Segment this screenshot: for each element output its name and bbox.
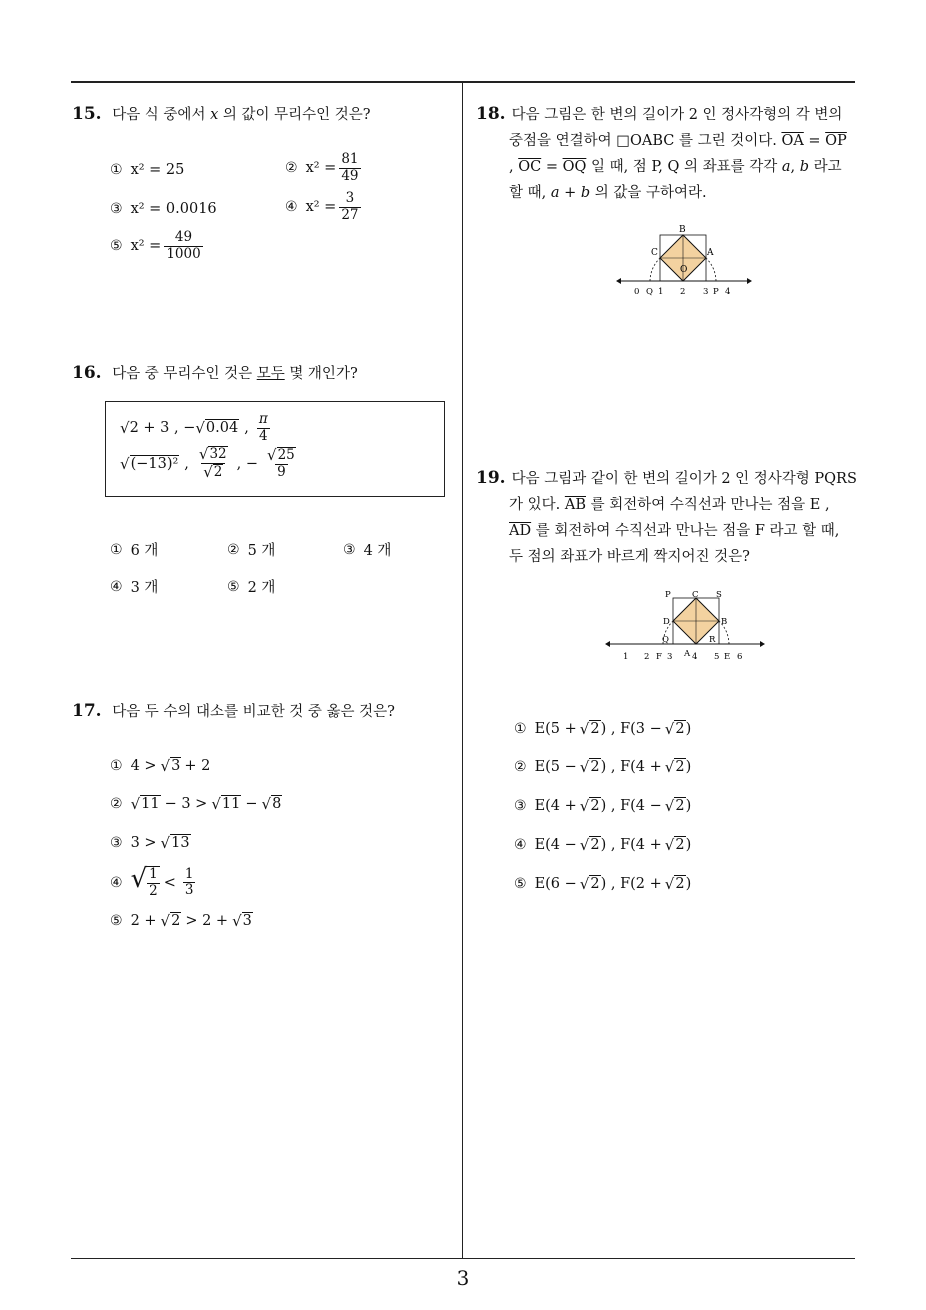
- radicand: 13: [171, 835, 190, 851]
- radicand: (−13)²: [130, 455, 179, 472]
- q19-figure: [603, 586, 768, 666]
- question-15-stem: [72, 101, 371, 128]
- radicand: 11: [221, 796, 241, 812]
- option-mark: ④: [110, 578, 123, 595]
- tick-label: 4: [725, 287, 731, 297]
- radicand: 2: [213, 464, 223, 481]
- arrow-left-icon: [616, 278, 621, 284]
- sqrt: √ 2: [664, 758, 685, 776]
- segment-label: $\overline{OQ}$: [562, 159, 587, 175]
- denominator: 1000: [166, 245, 201, 262]
- numerator: 3: [345, 190, 355, 206]
- tick-label: 1: [658, 287, 664, 297]
- box-text: ,: [184, 455, 189, 472]
- numerator: π: [258, 411, 268, 427]
- denominator: √ 2: [201, 463, 225, 481]
- option-text: 2 +: [130, 913, 157, 929]
- stem-text: =: [545, 159, 558, 175]
- stem-text: 의 값이 무리수인 것은?: [222, 107, 371, 123]
- stem-line-3: [476, 518, 861, 544]
- option-mark: ①: [514, 721, 527, 737]
- sqrt: √ 2: [664, 797, 685, 815]
- stem-text: 중점을 연결하여 □OABC 를 그린 것이다.: [509, 133, 777, 149]
- option-text: ): [685, 798, 692, 814]
- stem-text: 두 점의 좌표가 바르게 짝지어진 것은?: [509, 549, 750, 565]
- sqrt: √ 8: [261, 795, 282, 813]
- stem-line-3: , $\overline{OC} = \overline{OQ}$ 일 때, 점 P, Q 의 좌표를 각각 a, b 라고: [509, 159, 842, 175]
- option-text: 4 >: [130, 758, 157, 774]
- question-number: 15.: [72, 104, 102, 124]
- stem-line-1: [476, 101, 861, 128]
- fraction: [257, 412, 270, 444]
- stem-line-2: [476, 128, 861, 154]
- stem-text: 가 있다.: [509, 497, 561, 513]
- stem-text: 를 회전하여 수직선과 만나는 점을 E ,: [590, 497, 830, 513]
- radicand: 2: [590, 837, 600, 853]
- segment-label: $\overline{AB}$: [564, 497, 586, 513]
- option-mark: ①: [110, 162, 123, 178]
- stem-text: 다음 식 중에서: [112, 107, 206, 123]
- arrow-left-icon: [605, 641, 610, 647]
- q19-option-4[interactable]: [514, 836, 691, 854]
- expression: a + b: [550, 185, 591, 201]
- q17-option-4[interactable]: [110, 866, 198, 899]
- point-label: C: [651, 248, 658, 258]
- question-number: 19.: [476, 468, 506, 488]
- option-text: 4 개: [363, 543, 392, 559]
- option-mark: ⑤: [110, 913, 123, 929]
- point-label: Q: [662, 635, 669, 645]
- fraction: [183, 867, 196, 899]
- sqrt: √: [120, 419, 130, 438]
- q19-option-1[interactable]: [514, 720, 691, 738]
- stem-line-2: [476, 492, 861, 518]
- sqrt: √ (−13)²: [120, 454, 179, 473]
- variable: a: [781, 159, 791, 175]
- numerator: 1: [184, 865, 194, 882]
- option-text: ): [685, 759, 692, 775]
- sqrt: √ 13: [160, 834, 190, 852]
- option-text: x² =: [130, 238, 162, 255]
- tick-label: 0: [634, 287, 640, 297]
- tick-label: 5: [714, 652, 720, 662]
- option-text: E(5 +: [534, 721, 577, 737]
- bottom-rule: [71, 1258, 855, 1259]
- option-text: ) , F(4 +: [600, 759, 662, 775]
- variable: x: [210, 107, 219, 123]
- sqrt: √ 2: [579, 875, 600, 893]
- stem-text: 몇 개인가?: [289, 366, 358, 382]
- option-mark: ②: [227, 541, 240, 558]
- sqrt: √ 2: [579, 836, 600, 854]
- sqrt: √ 3: [160, 757, 181, 775]
- arrow-right-icon: [760, 641, 765, 647]
- q19-option-3[interactable]: [514, 797, 691, 815]
- q17-option-5[interactable]: [110, 912, 253, 930]
- stem-text: 할 때,: [509, 185, 547, 201]
- tick-label: Q: [646, 287, 653, 297]
- radicand: 2: [590, 876, 600, 892]
- denominator: 49: [341, 167, 359, 184]
- point-label: A: [684, 649, 691, 659]
- option-mark: ⑤: [110, 238, 123, 255]
- box-row-2: [120, 446, 301, 482]
- point-label: C: [692, 590, 699, 600]
- denominator: 4: [258, 427, 268, 444]
- question-19-stem: [476, 465, 861, 570]
- tick-label: 1: [623, 652, 629, 662]
- option-mark: ①: [110, 758, 123, 774]
- radicand: 3: [242, 913, 252, 929]
- tick-label: E: [724, 652, 731, 662]
- option-text: ) , F(4 −: [600, 798, 662, 814]
- point-label: D: [663, 617, 670, 627]
- option-text: x² = 25: [130, 162, 185, 178]
- option-text: ) , F(4 +: [600, 837, 662, 853]
- option-mark: ③: [343, 541, 356, 558]
- fraction: [164, 230, 202, 262]
- option-text: x² =: [305, 160, 337, 177]
- q19-option-2[interactable]: [514, 758, 691, 776]
- option-text: − 3 >: [164, 796, 208, 812]
- sqrt: √ 11: [130, 795, 160, 813]
- question-17-stem: [72, 698, 395, 725]
- option-text: −: [245, 796, 258, 812]
- stem-text: 의 값을 구하여라.: [594, 185, 707, 201]
- q19-option-5[interactable]: [514, 875, 691, 893]
- option-mark: ⑤: [514, 876, 527, 892]
- point-label: P: [665, 590, 671, 600]
- sqrt: √ $\frac{1}{2}$: [130, 864, 158, 899]
- point-label: A: [707, 248, 714, 258]
- option-mark: ⑤: [227, 578, 240, 595]
- sqrt: √ 2: [579, 797, 600, 815]
- tick-label: P: [713, 287, 719, 297]
- q16-option-5[interactable]: [227, 576, 275, 597]
- option-text: + 2: [184, 758, 211, 774]
- box-row-1: [120, 412, 273, 444]
- option-text: ) , F(3 −: [600, 721, 662, 737]
- option-mark: ③: [514, 798, 527, 814]
- point-label: S: [716, 590, 722, 600]
- top-rule: [71, 81, 855, 83]
- radicand: 2: [675, 759, 685, 775]
- radicand: 2: [590, 798, 600, 814]
- numerator: 81: [341, 151, 359, 167]
- radicand: 3: [171, 758, 181, 774]
- option-text: E(5 −: [534, 759, 577, 775]
- q16-option-4[interactable]: [110, 576, 158, 597]
- radicand: 2: [675, 798, 685, 814]
- sqrt: √ 2: [579, 758, 600, 776]
- variable: b: [799, 159, 809, 175]
- option-mark: ③: [110, 201, 123, 217]
- radicand: 32: [209, 446, 227, 462]
- radicand: 0.04: [205, 420, 239, 437]
- q18-figure: [614, 220, 754, 302]
- radicand: 2: [590, 759, 600, 775]
- radicand: 25: [277, 446, 295, 463]
- option-text: 2 개: [247, 580, 276, 596]
- numerator: 1: [149, 866, 158, 882]
- numerator: √ 25: [267, 445, 295, 464]
- stem-line-4: [476, 180, 861, 206]
- option-text: 3 개: [130, 580, 159, 596]
- option-text: ): [685, 837, 692, 853]
- option-text: 5 개: [247, 543, 276, 559]
- stem-text: 를 회전하여 수직선과 만나는 점을 F 라고 할 때,: [535, 523, 840, 539]
- sqrt: √ 2: [664, 836, 685, 854]
- stem-line-4: [476, 544, 861, 570]
- option-mark: ②: [285, 160, 298, 177]
- box-text: , −: [236, 455, 259, 472]
- denominator: 27: [341, 206, 359, 223]
- stem-text: ,: [509, 159, 514, 175]
- number-set-box: [105, 401, 445, 497]
- page-number: 3: [456, 1266, 470, 1290]
- option-text: ): [685, 876, 692, 892]
- sqrt: √ 2: [664, 720, 685, 738]
- numerator: √ 32: [198, 445, 227, 463]
- point-label: B: [679, 225, 686, 235]
- option-text: E(6 −: [534, 876, 577, 892]
- radicand: 8: [272, 796, 282, 812]
- sqrt: √ 11: [211, 795, 241, 813]
- fraction: [265, 447, 298, 481]
- stem-line-1: [476, 465, 861, 492]
- option-text: <: [163, 874, 176, 891]
- arrow-right-icon: [747, 278, 752, 284]
- q17-option-2[interactable]: [110, 795, 282, 813]
- stem-text: 라고: [813, 159, 842, 175]
- option-mark: ④: [285, 199, 298, 216]
- tick-label: 2: [680, 287, 686, 297]
- option-mark: ③: [110, 835, 123, 851]
- sqrt: √ 2: [160, 912, 181, 930]
- stem-text: 다음 두 수의 대소를 비교한 것 중 옳은 것은?: [112, 704, 395, 720]
- option-text: E(4 −: [534, 837, 577, 853]
- question-number: 16.: [72, 363, 102, 383]
- q17-option-1[interactable]: [110, 757, 210, 775]
- option-text: 6 개: [130, 543, 159, 559]
- radicand: 2: [590, 721, 600, 737]
- stem-text: 다음 그림과 같이 한 변의 길이가 2 인 정사각형 PQRS: [511, 471, 857, 487]
- q15-option-2[interactable]: [285, 152, 364, 184]
- option-mark: ①: [110, 541, 123, 558]
- option-text: x² =: [305, 199, 337, 216]
- fraction: [339, 191, 360, 223]
- box-text: ,: [244, 420, 249, 437]
- q15-option-1[interactable]: [110, 162, 184, 178]
- box-text: 2 + 3 , −: [129, 420, 196, 437]
- question-16-stem: [72, 360, 358, 387]
- sqrt: √ 0.04: [195, 419, 239, 438]
- option-text: E(4 +: [534, 798, 577, 814]
- numerator: 49: [174, 229, 193, 245]
- denominator: 3: [184, 882, 194, 899]
- option-text: ): [685, 721, 692, 737]
- q15-option-5[interactable]: [110, 230, 206, 262]
- tick-label: 2: [644, 652, 650, 662]
- q15-option-4[interactable]: [285, 191, 364, 223]
- arc-q: [650, 258, 660, 281]
- fraction: [147, 866, 160, 899]
- tick-label: 6: [737, 652, 743, 662]
- option-text: > 2 +: [185, 913, 229, 929]
- q16-option-2[interactable]: [227, 539, 275, 560]
- denominator: 9: [277, 464, 286, 481]
- tick-label: 3: [667, 652, 673, 662]
- question-number: 17.: [72, 701, 102, 721]
- radicand: 2: [675, 721, 685, 737]
- option-text: ) , F(2 +: [600, 876, 662, 892]
- stem-text: 다음 그림은 한 변의 길이가 2 인 정사각형의 각 변의: [511, 107, 843, 123]
- stem-text: =: [808, 133, 821, 149]
- q16-option-3[interactable]: [343, 539, 391, 560]
- stem-text: 일 때, 점 P, Q 의 좌표를 각각: [590, 159, 778, 175]
- option-mark: ④: [110, 874, 123, 891]
- sqrt: √ 2: [664, 875, 685, 893]
- arc-p: [706, 258, 716, 281]
- tick-label: 4: [692, 652, 698, 662]
- radicand: 2: [675, 876, 685, 892]
- segment-label: $\overline{OP}$: [825, 133, 847, 149]
- segment-label: $\overline{OC}$: [518, 159, 542, 175]
- option-text: x² = 0.0016: [130, 201, 217, 217]
- radicand: 2: [171, 913, 181, 929]
- stem-text: 다음 중 무리수인 것은: [112, 366, 253, 382]
- fraction: [339, 152, 360, 184]
- sqrt: √ 2: [579, 720, 600, 738]
- q16-option-1[interactable]: [110, 539, 158, 560]
- q15-option-3[interactable]: [110, 201, 217, 217]
- point-label: O: [680, 265, 688, 275]
- radicand: 2: [675, 837, 685, 853]
- segment-label: $\overline{AD}$: [509, 523, 532, 539]
- option-mark: ④: [514, 837, 527, 853]
- tick-label: 3: [703, 287, 709, 297]
- option-mark: ②: [514, 759, 527, 775]
- option-text: 3 >: [130, 835, 157, 851]
- denominator: 2: [149, 882, 158, 899]
- question-number: 18.: [476, 104, 506, 124]
- tick-label: F: [656, 652, 662, 662]
- point-label: R: [709, 635, 716, 645]
- emphasis-text: 모두: [256, 366, 285, 382]
- point-label: B: [721, 617, 728, 627]
- option-mark: ②: [110, 796, 123, 812]
- column-divider: [462, 82, 463, 1258]
- sqrt: √ 3: [232, 912, 252, 930]
- radicand: 11: [141, 796, 160, 812]
- question-18-stem: [476, 101, 861, 206]
- fraction: [197, 446, 230, 482]
- q17-option-3[interactable]: [110, 834, 191, 852]
- segment-label: $\overline{OA}$: [781, 133, 804, 149]
